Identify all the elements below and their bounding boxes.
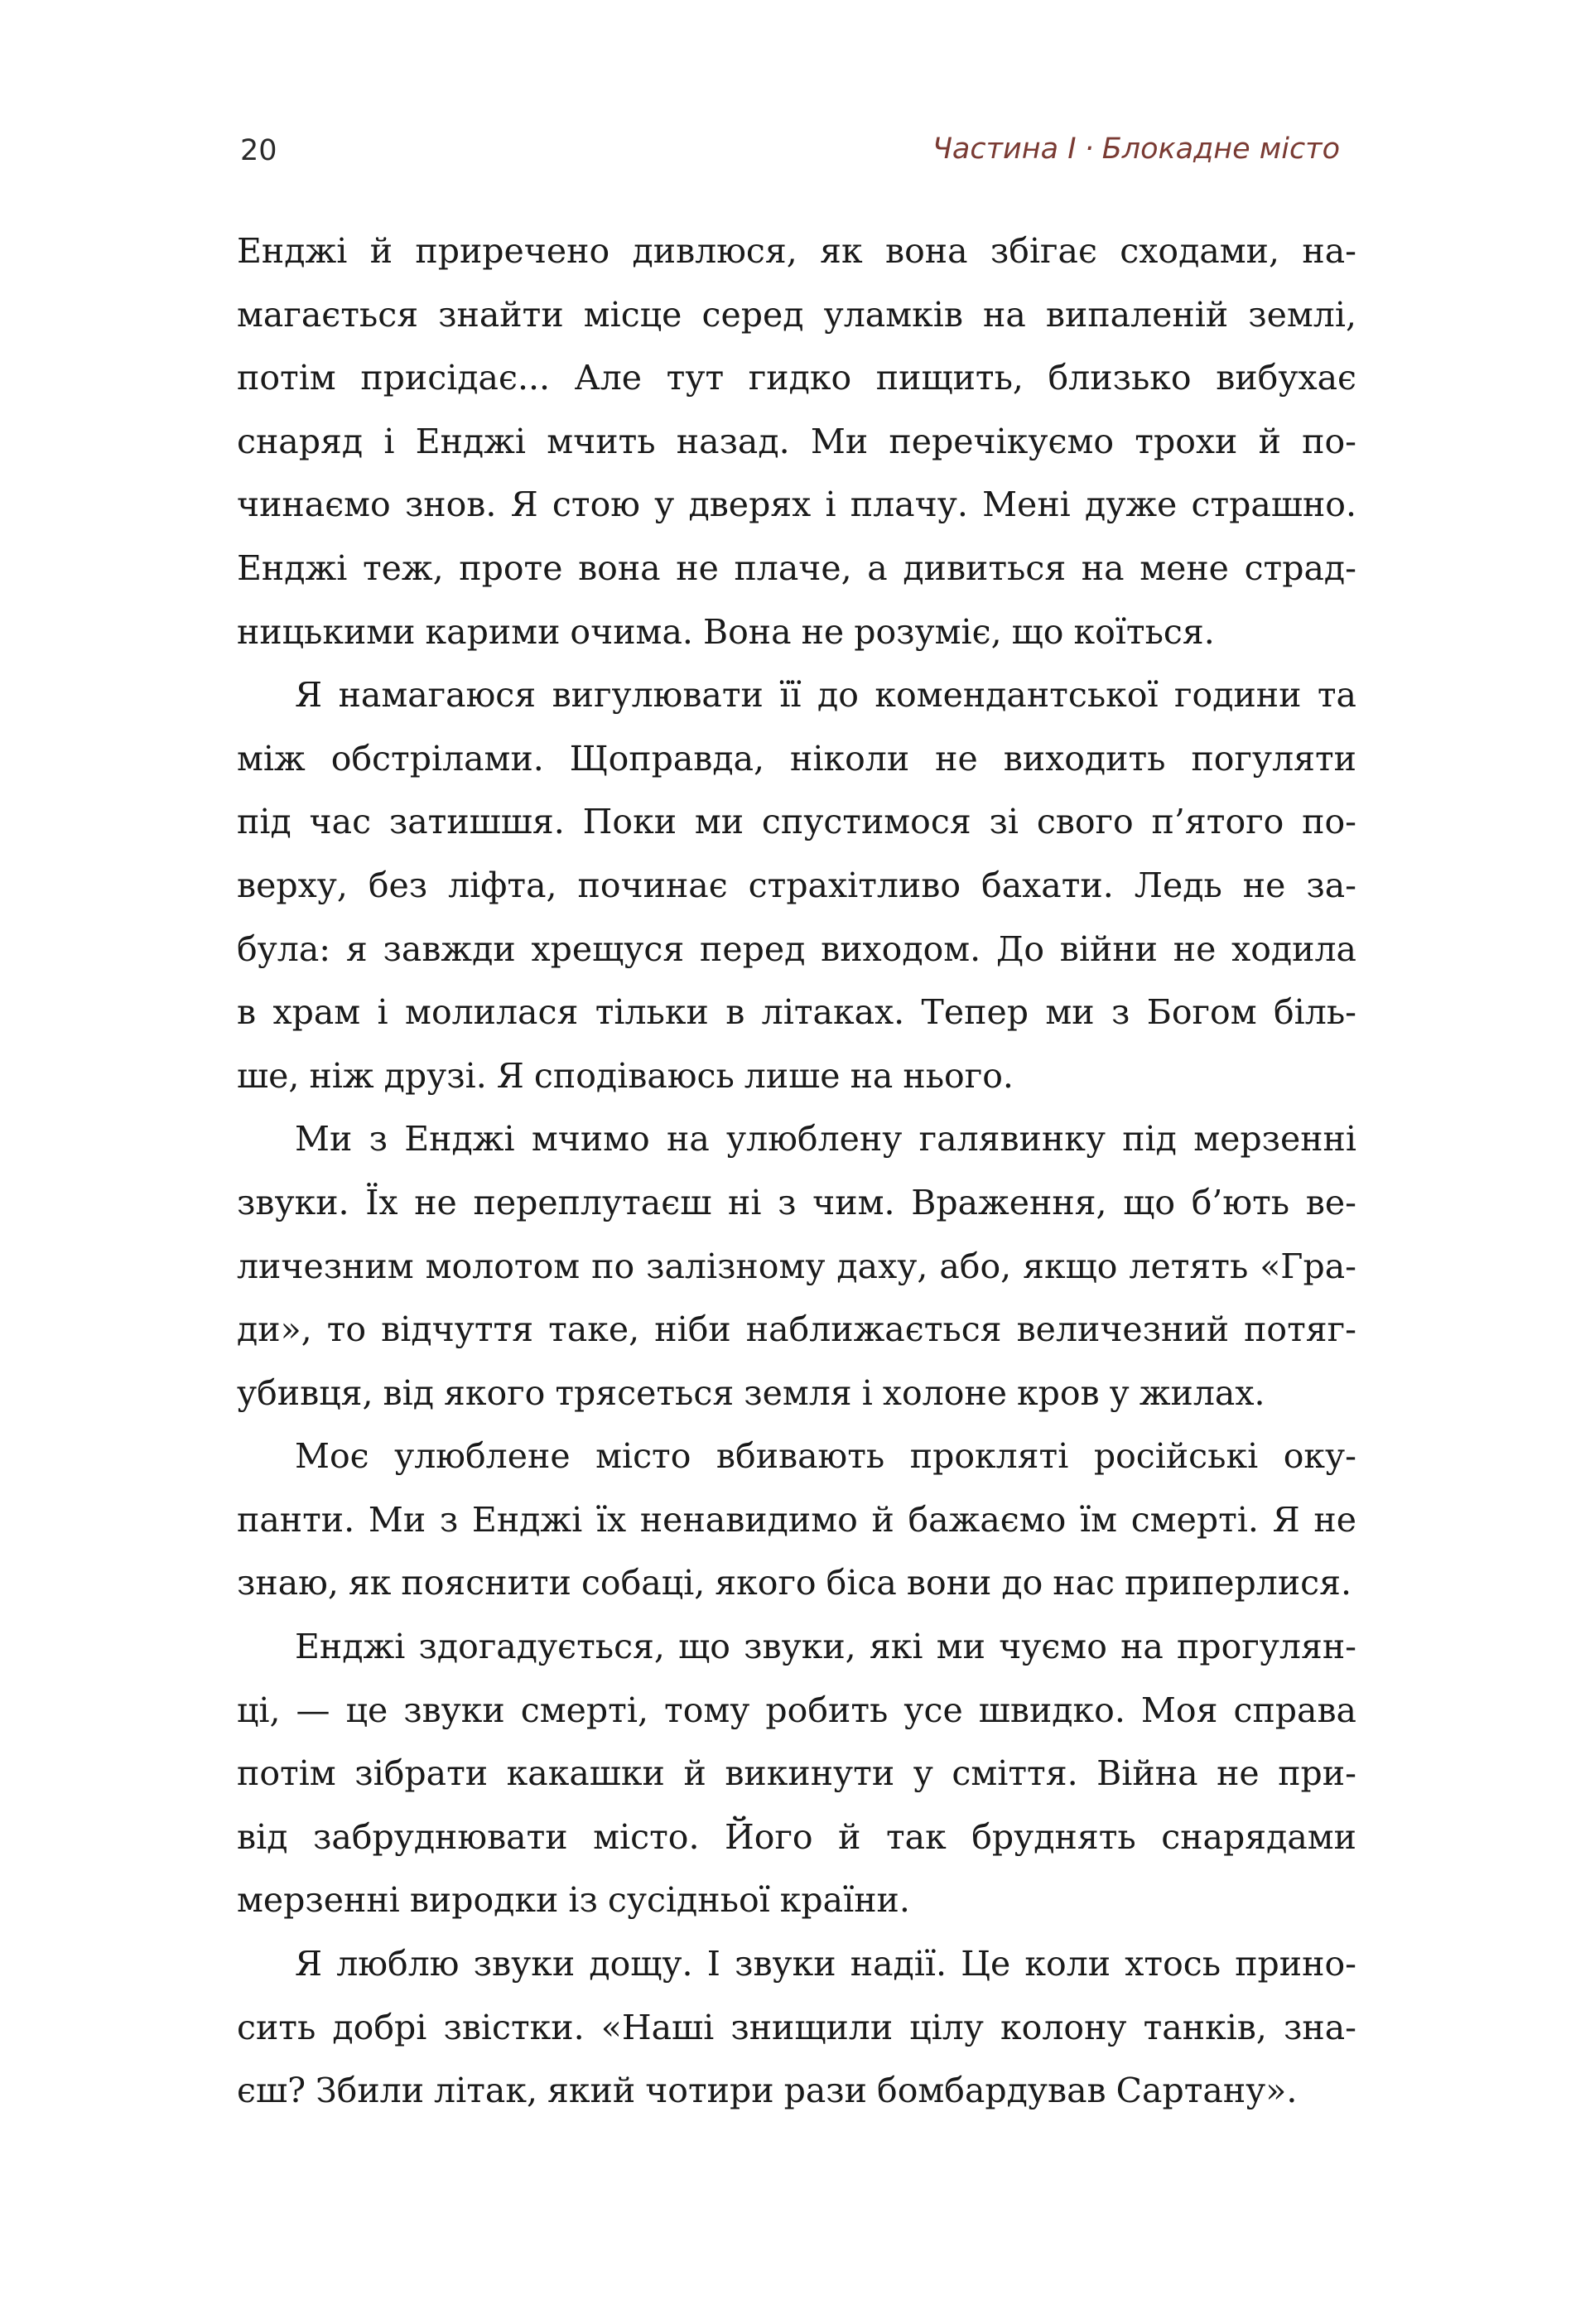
text-line: потім зібрати какашки й викинути у сміття. Війна не при-: [237, 1753, 1356, 1794]
text-line: Я люблю звуки дощу. І звуки надії. Це коли хтось прино-: [295, 1944, 1356, 1984]
text-line: ди», то відчуття таке, ніби наближається величезний потяг-: [237, 1309, 1356, 1350]
text-line: ницькими карими очима. Вона не розуміє, що коїться.: [237, 611, 1215, 652]
paragraph-6: [237, 1932, 1356, 2123]
text-line: між обстрілами. Щоправда, ніколи не виходить погуляти: [237, 738, 1356, 779]
text-line: Ми з Енджі мчимо на улюблену галявинку під мерзенні: [295, 1119, 1356, 1160]
text-line: чинаємо знов. Я стою у дверях і плачу. Мені дуже страшно.: [237, 485, 1356, 525]
text-line: звуки. Їх не переплутаєш ні з чим. Враження, що б’ють ве-: [237, 1182, 1356, 1222]
text-line: снаряд і Енджі мчить назад. Ми перечікуємо трохи й по-: [237, 421, 1356, 461]
text-line: ці, — це звуки смерті, тому робить усе швидко. Моя справа: [237, 1690, 1356, 1730]
text-line: потім присідає... Але тут гидко пищить, близько вибухає: [237, 358, 1356, 398]
paragraph-3: [237, 1107, 1356, 1425]
text-line: Енджі й приречено дивлюся, як вона збігає сходами, на-: [237, 231, 1356, 271]
text-line: Моє улюблене місто вбивають прокляті російські оку-: [295, 1436, 1356, 1477]
text-line: убивця, від якого трясеться земля і холоне кров у жилах.: [237, 1372, 1265, 1413]
running-head-separator: ·: [1084, 133, 1094, 166]
page-number: 20: [240, 134, 277, 167]
text-line: єш? Збили літак, який чотири рази бомбардував Сартану».: [237, 2071, 1298, 2111]
running-head-section: Блокадне місто: [1101, 133, 1340, 166]
text-line: Енджі теж, проте вона не плаче, а дивиться на мене страд-: [237, 547, 1356, 588]
body-text: [237, 219, 1356, 2123]
text-line: магається знайти місце серед уламків на випаленій землі,: [237, 294, 1356, 335]
text-line: під час затишшя. Поки ми спустимося зі свого п’ятого по-: [237, 802, 1356, 842]
text-line: верху, без ліфта, починає страхітливо бахати. Ледь не за-: [237, 865, 1356, 905]
running-head-part: Частина І: [932, 133, 1077, 166]
text-line: Я намагаюся вигулювати її до комендантської години та: [295, 675, 1356, 716]
text-line: панти. Ми з Енджі їх ненавидимо й бажаємо їм смерті. Я не: [237, 1499, 1356, 1540]
text-line: сить добрі звістки. «Наші знищили цілу колону танків, зна-: [237, 2007, 1356, 2047]
text-line: ше, ніж друзі. Я сподіваюсь лише на нього.: [237, 1055, 1014, 1096]
text-line: Енджі здогадується, що звуки, які ми чуємо на прогулян-: [295, 1627, 1356, 1667]
paragraph-2: [237, 663, 1356, 1107]
text-line: в храм і молилася тільки в літаках. Тепер ми з Богом біль-: [237, 992, 1356, 1033]
paragraph-5: [237, 1615, 1356, 1932]
text-line: була: я завжди хрещуся перед виходом. До війни не ходила: [237, 928, 1356, 969]
paragraph-1: [237, 219, 1356, 663]
paragraph-4: [237, 1425, 1356, 1615]
text-line: від забруднювати місто. Його й так бруднять снарядами: [237, 1816, 1356, 1857]
text-line: знаю, як пояснити собаці, якого біса вони до нас приперлися.: [237, 1563, 1352, 1603]
running-head: [932, 131, 1340, 167]
text-line: мерзенні виродки із сусідньої країни.: [237, 1880, 910, 1921]
text-line: личезним молотом по залізному даху, або, якщо летять «Гра-: [237, 1246, 1356, 1286]
